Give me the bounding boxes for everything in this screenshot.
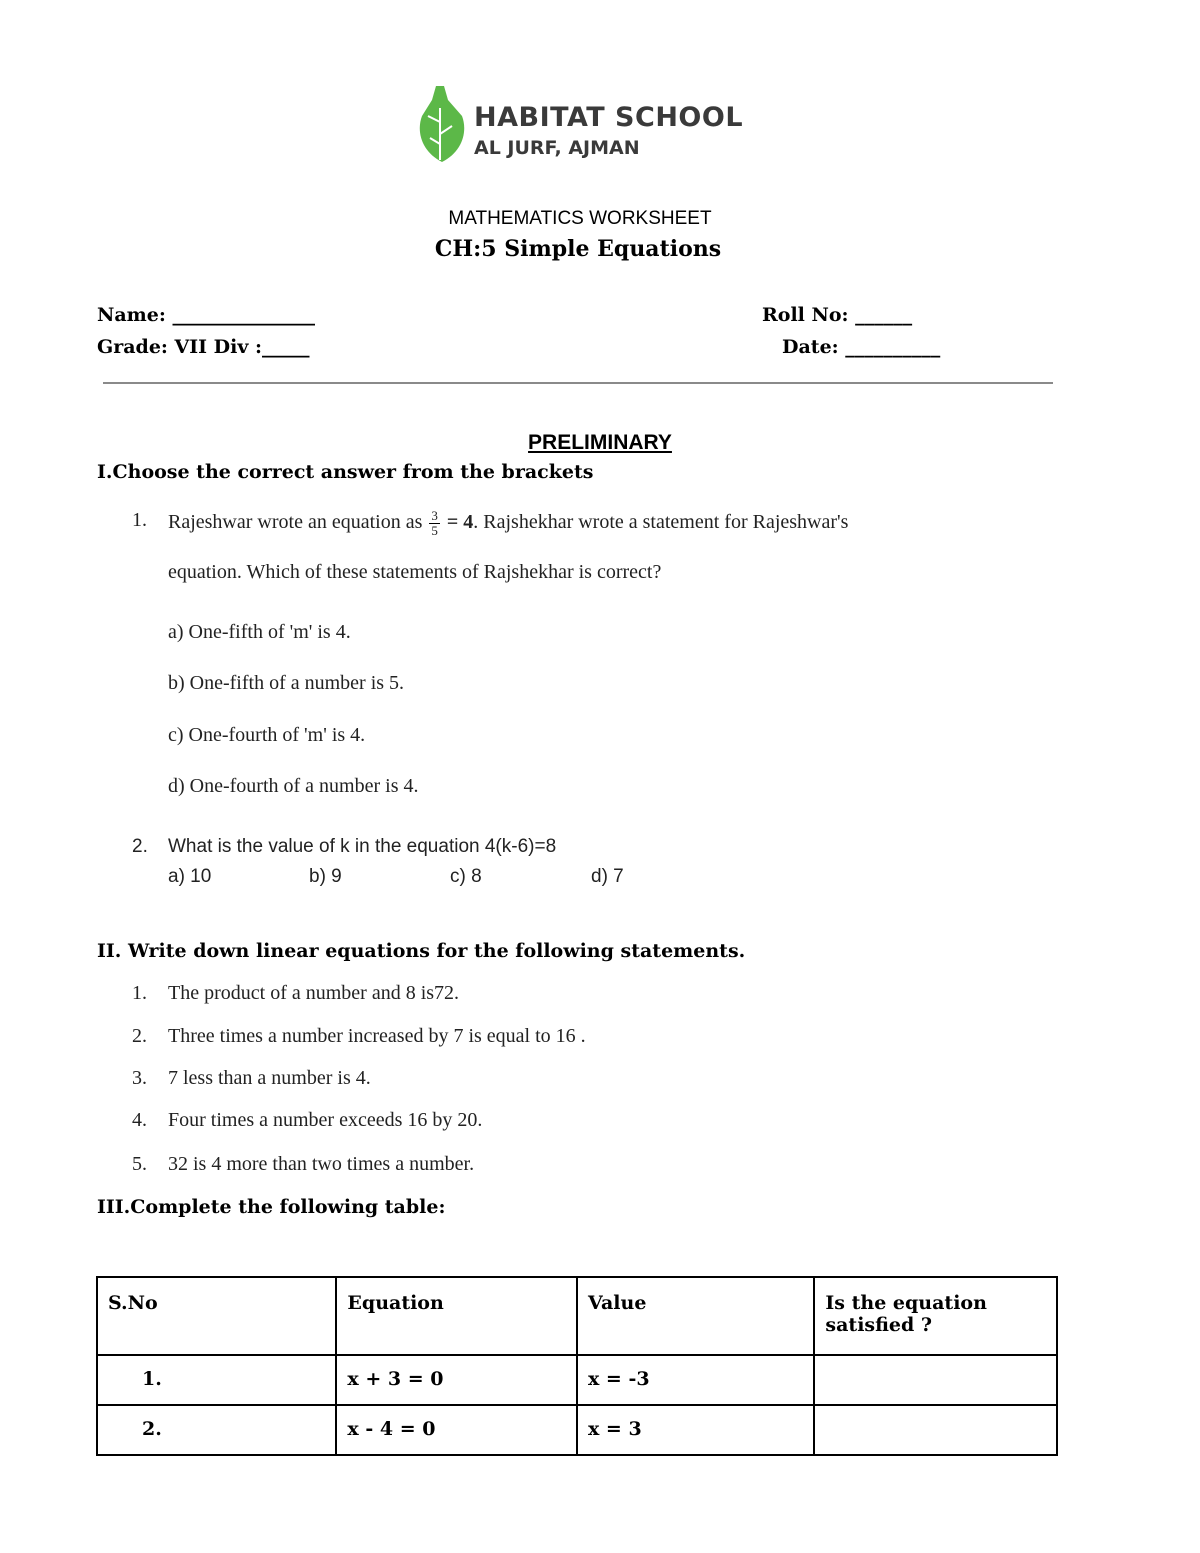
q2-option-d: d) 7 (591, 866, 624, 887)
table-row (97, 1405, 1057, 1455)
grade-div-field: Grade: VII Div :_____ (97, 336, 310, 358)
q1-option-b: b) One-fifth of a number is 5. (168, 672, 405, 694)
q1-text-before: Rajeshwar wrote an equation as (168, 511, 423, 534)
table-row (97, 1355, 1057, 1405)
row-2-value: x = 3 (577, 1405, 814, 1455)
q1-line2: equation. Which of these statements of Rajshekhar is correct? (168, 561, 662, 583)
section-title: PRELIMINARY (528, 431, 672, 454)
q1-text (168, 509, 848, 538)
row-2-sno: 2. (97, 1405, 336, 1455)
q1-option-d: d) One-fourth of a number is 4. (168, 775, 419, 797)
section-1-heading: I.Choose the correct answer from the brackets (97, 461, 594, 483)
q1-option-a: a) One-fifth of 'm' is 4. (168, 621, 351, 643)
worksheet-title: MATHEMATICS WORKSHEET (448, 208, 712, 229)
s2-item-1-number: 1. (132, 982, 147, 1004)
s2-item-3-number: 3. (132, 1067, 147, 1089)
school-location: AL JURF, AJMAN (474, 137, 640, 159)
school-name: HABITAT SCHOOL (474, 102, 744, 133)
chapter-title: CH:5 Simple Equations (434, 236, 722, 262)
row-1-sno: 1. (97, 1355, 336, 1405)
row-1-value: x = -3 (577, 1355, 814, 1405)
school-logo (412, 82, 742, 172)
name-field: Name: _______________ (97, 304, 315, 326)
roll-no-field: Roll No: ______ (762, 304, 913, 326)
q1-frac-num: 3 (431, 508, 438, 523)
header-equation: Equation (336, 1277, 577, 1355)
q1-eq-value: = 4 (446, 511, 474, 534)
section-3-heading: III.Complete the following table: (97, 1196, 446, 1218)
s2-item-4-text: Four times a number exceeds 16 by 20. (168, 1109, 483, 1131)
header-divider (103, 382, 1053, 384)
table-header-row (97, 1277, 1057, 1355)
row-1-satisfied (814, 1355, 1057, 1405)
header-satisfied: Is the equation satisfied ? (814, 1277, 1057, 1355)
s2-item-5-text: 32 is 4 more than two times a number. (168, 1153, 475, 1175)
header-sno: S.No (97, 1277, 336, 1355)
q1-frac-den: 5 (431, 523, 438, 538)
q2-text: What is the value of k in the equation 4(k-6)=8 (168, 836, 557, 857)
date-field: Date: __________ (782, 336, 941, 358)
q1-text-after: . Rajshekhar wrote a statement for Rajeshwar's (473, 511, 849, 534)
q1-number: 1. (132, 509, 147, 531)
s2-item-4-number: 4. (132, 1109, 147, 1131)
row-2-equation: x - 4 = 0 (336, 1405, 577, 1455)
s2-item-5-number: 5. (132, 1153, 147, 1175)
answer-table (96, 1276, 1058, 1456)
s2-item-2-text: Three times a number increased by 7 is equal to 16 . (168, 1025, 586, 1047)
header-value: Value (577, 1277, 814, 1355)
row-2-satisfied (814, 1405, 1057, 1455)
section-2-heading: II. Write down linear equations for the following statements. (97, 940, 746, 962)
s2-item-2-number: 2. (132, 1025, 147, 1047)
row-1-equation: x + 3 = 0 (336, 1355, 577, 1405)
q1-option-c: c) One-fourth of 'm' is 4. (168, 724, 366, 746)
leaf-pencil-icon (412, 82, 472, 172)
s2-item-3-text: 7 less than a number is 4. (168, 1067, 371, 1089)
q1-fraction (429, 509, 440, 538)
q2-option-c: c) 8 (450, 866, 482, 887)
s2-item-1-text: The product of a number and 8 is72. (168, 982, 460, 1004)
q2-number: 2. (132, 836, 148, 857)
q2-option-b: b) 9 (309, 866, 342, 887)
q2-option-a: a) 10 (168, 866, 212, 887)
